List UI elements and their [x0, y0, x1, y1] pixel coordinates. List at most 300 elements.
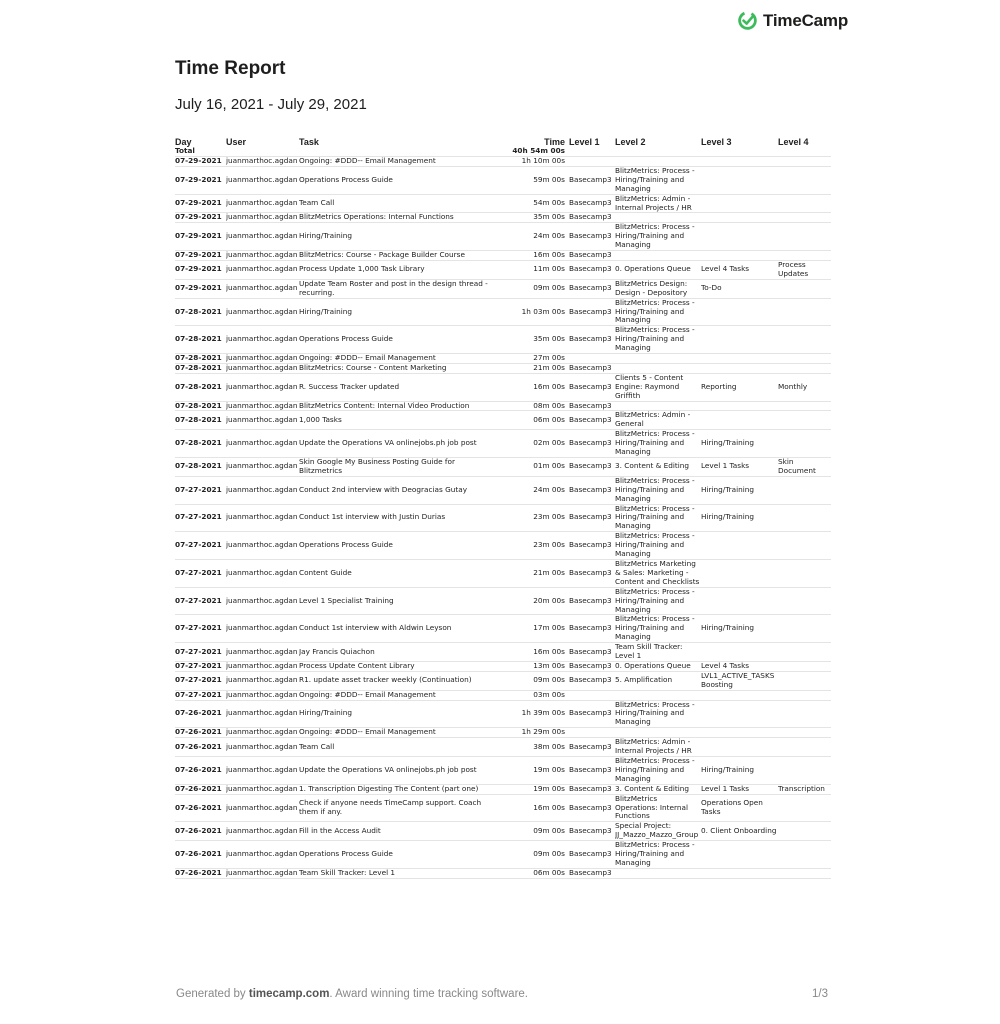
cell-level-4 — [778, 298, 831, 326]
cell-level-4 — [778, 166, 831, 194]
cell-level-4 — [778, 738, 831, 757]
cell-day: 07-27-2021 — [175, 661, 226, 671]
cell-level-3: Hiring/Training — [701, 504, 778, 532]
total-label: Total — [175, 147, 226, 157]
cell-task: Update the Operations VA onlinejobs.ph job post — [299, 757, 497, 785]
table-row — [175, 868, 831, 878]
cell-day: 07-28-2021 — [175, 401, 226, 411]
cell-task: Jay Francis Quiachon — [299, 643, 497, 662]
cell-level-1: Basecamp3 — [569, 559, 615, 587]
cell-user: juanmarthoc.agdan — [226, 363, 298, 372]
cell-time: 24m 00s — [497, 476, 569, 504]
cell-task: Process Update Content Library — [299, 661, 497, 671]
cell-level-1: Basecamp3 — [569, 661, 615, 671]
cell-level-1: Basecamp3 — [569, 671, 615, 690]
cell-level-4 — [778, 559, 831, 587]
cell-task: Operations Process Guide — [299, 326, 497, 354]
cell-time: 19m 00s — [497, 757, 569, 785]
cell-level-4 — [778, 671, 831, 690]
cell-day: 07-29-2021 — [175, 194, 226, 213]
cell-level-4 — [778, 279, 831, 298]
cell-level-3: Hiring/Training — [701, 757, 778, 785]
cell-time: 13m 00s — [497, 661, 569, 671]
cell-level-1: Basecamp3 — [569, 794, 615, 822]
cell-task: Operations Process Guide — [299, 841, 497, 869]
cell-user: juanmarthoc.agdan — [226, 559, 299, 587]
cell-level-3 — [701, 841, 778, 869]
cell-level-4: Monthly — [778, 373, 831, 401]
cell-time: 06m 00s — [497, 411, 569, 430]
cell-day: 07-27-2021 — [175, 615, 226, 643]
cell-level-2 — [615, 157, 701, 167]
table-row — [175, 615, 831, 643]
cell-level-1: Basecamp3 — [569, 213, 615, 223]
report-title: Time Report — [175, 58, 286, 79]
cell-level-4: Skin Document — [778, 458, 831, 477]
cell-level-4 — [778, 476, 831, 504]
cell-level-2: BlitzMetrics: Process - Hiring/Training and Managing — [615, 615, 701, 643]
table-row — [175, 700, 831, 728]
cell-level-3 — [701, 643, 778, 662]
cell-level-2: 5. Amplification — [615, 671, 701, 690]
table-row — [175, 298, 831, 326]
cell-user: juanmarthoc.agdan — [226, 643, 299, 662]
cell-level-1: Basecamp3 — [569, 298, 615, 326]
cell-user: juanmarthoc.agdan — [226, 738, 299, 757]
cell-level-2 — [615, 251, 701, 261]
cell-level-3: 0. Client Onboarding — [701, 822, 778, 841]
cell-user: juanmarthoc.agdan — [226, 212, 298, 222]
column-header-level-1: Level 1 — [569, 137, 600, 147]
table-row — [175, 430, 831, 458]
cell-user: juanmarthoc.agdan — [226, 260, 299, 279]
total-time: 40h 54m 00s — [497, 147, 569, 157]
cell-level-4 — [778, 223, 831, 251]
table-row — [175, 411, 831, 430]
cell-time: 06m 00s — [497, 868, 569, 878]
cell-time: 20m 00s — [497, 587, 569, 615]
cell-level-2: 0. Operations Queue — [615, 260, 701, 279]
cell-user: juanmarthoc.agdan — [226, 166, 299, 194]
cell-user: juanmarthoc.agdan — [226, 822, 299, 841]
cell-day: 07-29-2021 — [175, 223, 226, 251]
cell-level-2: Clients 5 - Content Engine: Raymond Griffith — [615, 373, 701, 401]
table-row — [175, 661, 831, 671]
cell-level-3 — [701, 326, 778, 354]
brand-name: TimeCamp — [763, 10, 849, 30]
cell-time: 59m 00s — [497, 166, 569, 194]
footer-site-link[interactable]: timecamp.com — [248, 988, 330, 1000]
date-range: July 16, 2021 - July 29, 2021 — [175, 96, 367, 113]
cell-level-3: Hiring/Training — [701, 476, 778, 504]
cell-day: 07-26-2021 — [175, 757, 226, 785]
table-row — [175, 363, 831, 373]
cell-day: 07-27-2021 — [175, 690, 226, 700]
cell-level-4 — [778, 728, 831, 738]
cell-user: juanmarthoc.agdan — [226, 401, 298, 410]
cell-level-4 — [778, 868, 831, 878]
cell-day: 07-28-2021 — [175, 326, 226, 354]
cell-user: juanmarthoc.agdan — [226, 156, 298, 165]
cell-time: 21m 00s — [497, 559, 569, 587]
table-row — [175, 784, 831, 794]
cell-level-1: Basecamp3 — [569, 373, 615, 401]
cell-time: 1h 03m 00s — [497, 298, 569, 326]
cell-level-3 — [701, 213, 778, 223]
cell-level-3: Level 1 Tasks — [701, 784, 778, 794]
cell-day: 07-28-2021 — [175, 458, 226, 477]
cell-day: 07-28-2021 — [175, 430, 226, 458]
cell-level-2: 0. Operations Queue — [615, 661, 701, 671]
cell-time: 54m 00s — [497, 194, 569, 213]
cell-user: juanmarthoc.agdan — [226, 727, 298, 737]
cell-level-4 — [778, 251, 831, 261]
table-row — [175, 738, 831, 757]
table-row — [175, 251, 831, 261]
cell-time: 38m 00s — [497, 738, 569, 757]
cell-task: Fill in the Access Audit — [299, 822, 497, 841]
cell-level-3 — [701, 868, 778, 878]
cell-level-1: Basecamp3 — [569, 251, 615, 261]
cell-task: Operations Process Guide — [299, 166, 497, 194]
cell-level-1: Basecamp3 — [569, 260, 615, 279]
cell-level-3: LVL1_ACTIVE_TASKS Boosting — [701, 671, 778, 690]
cell-level-1: Basecamp3 — [569, 401, 615, 411]
cell-level-1: Basecamp3 — [569, 476, 615, 504]
cell-time: 19m 00s — [497, 784, 569, 794]
cell-time: 16m 00s — [497, 251, 569, 261]
table-row — [175, 728, 831, 738]
cell-level-4 — [778, 213, 831, 223]
cell-day: 07-27-2021 — [175, 587, 226, 615]
cell-user: juanmarthoc.agdan — [226, 326, 299, 354]
table-row — [175, 373, 831, 401]
cell-user: juanmarthoc.agdan — [226, 504, 299, 532]
cell-time: 11m 00s — [497, 260, 569, 279]
cell-day: 07-29-2021 — [175, 157, 226, 167]
cell-day: 07-26-2021 — [175, 841, 226, 869]
cell-level-1: Basecamp3 — [569, 223, 615, 251]
cell-user: juanmarthoc.agdan — [226, 794, 299, 822]
cell-time: 08m 00s — [497, 401, 569, 411]
cell-level-1 — [569, 728, 615, 738]
cell-day: 07-27-2021 — [175, 532, 226, 560]
cell-level-4 — [778, 615, 831, 643]
table-row — [175, 841, 831, 869]
cell-level-4 — [778, 430, 831, 458]
cell-level-3 — [701, 251, 778, 261]
cell-user: juanmarthoc.agdan — [226, 223, 299, 251]
cell-level-4 — [778, 822, 831, 841]
cell-time: 23m 00s — [497, 504, 569, 532]
cell-task: Check if anyone needs TimeCamp support. Coach them if any. — [299, 794, 497, 822]
cell-level-1 — [569, 690, 615, 700]
cell-user: juanmarthoc.agdan — [226, 353, 298, 363]
footer-note — [176, 988, 528, 1000]
cell-level-1: Basecamp3 — [569, 166, 615, 194]
cell-level-2 — [615, 728, 701, 738]
cell-time: 35m 00s — [497, 326, 569, 354]
cell-task: Level 1 Specialist Training — [299, 587, 497, 615]
cell-level-1: Basecamp3 — [569, 411, 615, 430]
cell-user: juanmarthoc.agdan — [226, 615, 299, 643]
cell-level-2 — [615, 868, 701, 878]
cell-level-4 — [778, 401, 831, 411]
column-header-level-4: Level 4 — [778, 137, 809, 147]
cell-user: juanmarthoc.agdan — [226, 532, 299, 560]
cell-level-2 — [615, 363, 701, 373]
table-row — [175, 643, 831, 662]
cell-time: 09m 00s — [497, 671, 569, 690]
cell-task: R. Success Tracker updated — [299, 373, 497, 401]
footer-prefix: Generated by — [176, 988, 246, 1000]
cell-day: 07-26-2021 — [175, 868, 226, 878]
cell-level-2: BlitzMetrics: Process - Hiring/Training and Managing — [615, 166, 701, 194]
cell-day: 07-28-2021 — [175, 373, 226, 401]
cell-time: 09m 00s — [497, 841, 569, 869]
footer-suffix: . Award winning time tracking software. — [329, 988, 528, 1000]
cell-day: 07-26-2021 — [175, 822, 226, 841]
cell-level-3 — [701, 728, 778, 738]
cell-level-2: Special Project: JJ_Mazzo_Mazzo_Group — [615, 822, 701, 841]
cell-level-1: Basecamp3 — [569, 532, 615, 560]
cell-level-2: BlitzMetrics Design: Design - Depository — [615, 279, 701, 298]
cell-time: 09m 00s — [497, 279, 569, 298]
cell-level-4 — [778, 504, 831, 532]
cell-time: 17m 00s — [497, 615, 569, 643]
column-header-level-2: Level 2 — [615, 137, 646, 147]
table-row — [175, 223, 831, 251]
cell-task: Conduct 2nd interview with Deogracias Gutay — [299, 476, 497, 504]
cell-level-2: BlitzMetrics Marketing & Sales: Marketing - Content and Checklists — [615, 559, 700, 586]
cell-day: 07-27-2021 — [175, 504, 226, 532]
cell-level-4 — [778, 794, 831, 822]
table-row — [175, 532, 831, 560]
cell-task: R1. update asset tracker weekly (Continuation) — [299, 671, 497, 690]
cell-task: Team Call — [299, 738, 497, 757]
cell-day: 07-27-2021 — [175, 559, 226, 587]
cell-user: juanmarthoc.agdan — [226, 757, 299, 785]
table-row — [175, 822, 831, 841]
table-row — [175, 690, 831, 700]
cell-level-4 — [778, 326, 831, 354]
cell-time: 1h 10m 00s — [497, 157, 569, 167]
cell-level-2: BlitzMetrics: Process - Hiring/Training and Managing — [615, 841, 701, 869]
table-row — [175, 504, 831, 532]
cell-day: 07-28-2021 — [175, 363, 226, 373]
column-header-level-3: Level 3 — [701, 137, 732, 147]
cell-level-3: Hiring/Training — [701, 615, 778, 643]
cell-level-2: BlitzMetrics: Process - Hiring/Training and Managing — [615, 700, 701, 728]
column-header-task: Task — [299, 137, 319, 147]
cell-task: Team Call — [299, 194, 497, 213]
cell-level-3 — [701, 166, 778, 194]
cell-level-4: Transcription — [778, 784, 831, 794]
cell-day: 07-29-2021 — [175, 260, 226, 279]
table-row — [175, 279, 831, 298]
cell-level-1: Basecamp3 — [569, 458, 615, 477]
cell-level-3 — [701, 532, 778, 560]
cell-user: juanmarthoc.agdan — [226, 587, 299, 615]
column-header-day: Day — [175, 137, 192, 147]
cell-level-2: Team Skill Tracker: Level 1 — [615, 643, 701, 662]
cell-level-1: Basecamp3 — [569, 757, 615, 785]
cell-level-2: BlitzMetrics: Process - Hiring/Training and Managing — [615, 326, 701, 354]
cell-level-4 — [778, 532, 831, 560]
cell-task: BlitzMetrics: Course - Content Marketing — [299, 363, 497, 373]
cell-level-1: Basecamp3 — [569, 784, 615, 794]
table-row — [175, 157, 831, 167]
cell-level-4 — [778, 700, 831, 728]
cell-level-3: Level 4 Tasks — [701, 260, 778, 279]
cell-task: Skin Google My Business Posting Guide for Blitzmetrics — [299, 458, 497, 477]
cell-user: juanmarthoc.agdan — [226, 700, 299, 728]
cell-level-2: 3. Content & Editing — [615, 784, 701, 794]
cell-task: Operations Process Guide — [299, 532, 497, 560]
table-row — [175, 354, 831, 364]
cell-time: 01m 00s — [497, 458, 569, 477]
cell-level-2: BlitzMetrics: Process - Hiring/Training and Managing — [615, 476, 701, 504]
table-row — [175, 260, 831, 279]
cell-day: 07-28-2021 — [175, 298, 226, 326]
cell-task: BlitzMetrics Content: Internal Video Production — [299, 401, 497, 411]
cell-user: juanmarthoc.agdan — [226, 194, 299, 213]
cell-level-2 — [615, 690, 701, 700]
cell-level-2: BlitzMetrics: Admin - General — [615, 411, 701, 430]
cell-level-1: Basecamp3 — [569, 643, 615, 662]
cell-level-3: Hiring/Training — [701, 430, 778, 458]
cell-level-2: BlitzMetrics: Process - Hiring/Training and Managing — [615, 504, 701, 532]
cell-user: juanmarthoc.agdan — [226, 476, 299, 504]
cell-task: Update the Operations VA onlinejobs.ph job post — [299, 430, 497, 458]
cell-task: Conduct 1st interview with Aldwin Leyson — [299, 615, 497, 643]
cell-task: 1. Transcription Digesting The Content (part one) — [299, 784, 497, 794]
cell-user: juanmarthoc.agdan — [226, 279, 299, 298]
cell-level-3 — [701, 401, 778, 411]
table-row — [175, 401, 831, 411]
cell-level-4 — [778, 690, 831, 700]
table-row — [175, 458, 831, 477]
table-row — [175, 166, 831, 194]
cell-time: 1h 39m 00s — [497, 700, 569, 728]
cell-level-3: Reporting — [701, 373, 778, 401]
table-row — [175, 213, 831, 223]
cell-task: Conduct 1st interview with Justin Durias — [299, 504, 497, 532]
cell-level-1: Basecamp3 — [569, 194, 615, 213]
timecamp-logo-icon — [737, 10, 758, 31]
page-number: 1/3 — [812, 988, 828, 1000]
brand-logo — [737, 10, 848, 31]
cell-level-4: Process Updates — [778, 260, 831, 279]
cell-user: juanmarthoc.agdan — [226, 373, 299, 401]
cell-time: 1h 29m 00s — [497, 728, 569, 738]
table-row — [175, 794, 831, 822]
cell-level-2: 3. Content & Editing — [615, 458, 701, 477]
cell-level-1: Basecamp3 — [569, 363, 615, 373]
cell-user: juanmarthoc.agdan — [226, 671, 299, 690]
table-header-row — [175, 134, 831, 147]
cell-user: juanmarthoc.agdan — [226, 868, 298, 877]
cell-day: 07-26-2021 — [175, 700, 226, 728]
cell-level-4 — [778, 757, 831, 785]
cell-level-1 — [569, 354, 615, 364]
cell-level-4 — [778, 841, 831, 869]
cell-task: Team Skill Tracker: Level 1 — [299, 868, 497, 878]
cell-level-4 — [778, 354, 831, 364]
cell-task: Hiring/Training — [299, 223, 497, 251]
cell-time: 02m 00s — [497, 430, 569, 458]
cell-level-3 — [701, 363, 778, 373]
cell-time: 35m 00s — [497, 213, 569, 223]
cell-time: 03m 00s — [497, 690, 569, 700]
cell-time: 16m 00s — [497, 373, 569, 401]
cell-level-3 — [701, 411, 778, 430]
cell-task: Content Guide — [299, 559, 497, 587]
cell-level-3 — [701, 690, 778, 700]
cell-time: 24m 00s — [497, 223, 569, 251]
cell-level-1: Basecamp3 — [569, 279, 615, 298]
cell-level-4 — [778, 194, 831, 213]
cell-task: Ongoing: #DDD-- Email Management — [299, 354, 497, 364]
cell-level-3 — [701, 738, 778, 757]
cell-task: Ongoing: #DDD-- Email Management — [299, 157, 497, 167]
cell-task: Hiring/Training — [299, 700, 497, 728]
cell-level-3: Level 1 Tasks — [701, 458, 778, 477]
cell-day: 07-28-2021 — [175, 354, 226, 364]
cell-level-3 — [701, 298, 778, 326]
cell-level-3 — [701, 157, 778, 167]
cell-day: 07-28-2021 — [175, 411, 226, 430]
cell-level-4 — [778, 157, 831, 167]
cell-day: 07-26-2021 — [175, 794, 226, 822]
cell-level-3 — [701, 194, 778, 213]
cell-time: 16m 00s — [497, 643, 569, 662]
cell-level-2 — [615, 401, 701, 411]
cell-level-3 — [701, 559, 778, 587]
cell-day: 07-29-2021 — [175, 279, 226, 298]
cell-day: 07-26-2021 — [175, 784, 226, 794]
cell-level-2: BlitzMetrics: Process - Hiring/Training and Managing — [615, 757, 701, 785]
cell-time: 23m 00s — [497, 532, 569, 560]
cell-task: Ongoing: #DDD-- Email Management — [299, 728, 497, 738]
cell-task: Ongoing: #DDD-- Email Management — [299, 690, 497, 700]
cell-user: juanmarthoc.agdan — [226, 298, 299, 326]
cell-day: 07-29-2021 — [175, 251, 226, 261]
cell-day: 07-29-2021 — [175, 166, 226, 194]
cell-user: juanmarthoc.agdan — [226, 661, 298, 670]
cell-task: Hiring/Training — [299, 298, 497, 326]
cell-level-1: Basecamp3 — [569, 504, 615, 532]
cell-level-3 — [701, 354, 778, 364]
cell-day: 07-29-2021 — [175, 213, 226, 223]
cell-level-2: BlitzMetrics: Process - Hiring/Training and Managing — [615, 223, 701, 251]
cell-time: 21m 00s — [497, 363, 569, 373]
time-report-table — [175, 134, 831, 879]
cell-level-2: BlitzMetrics: Admin - Internal Projects / HR — [615, 194, 701, 213]
cell-time: 16m 00s — [497, 794, 569, 822]
column-header-user: User — [226, 137, 247, 147]
column-header-time: Time — [544, 137, 565, 147]
cell-user: juanmarthoc.agdan — [226, 690, 298, 699]
cell-user: juanmarthoc.agdan — [226, 458, 299, 477]
table-row — [175, 757, 831, 785]
cell-level-1: Basecamp3 — [569, 587, 615, 615]
cell-level-2 — [615, 213, 701, 223]
table-row — [175, 587, 831, 615]
cell-user: juanmarthoc.agdan — [226, 250, 298, 260]
cell-level-3 — [701, 587, 778, 615]
cell-day: 07-27-2021 — [175, 643, 226, 662]
